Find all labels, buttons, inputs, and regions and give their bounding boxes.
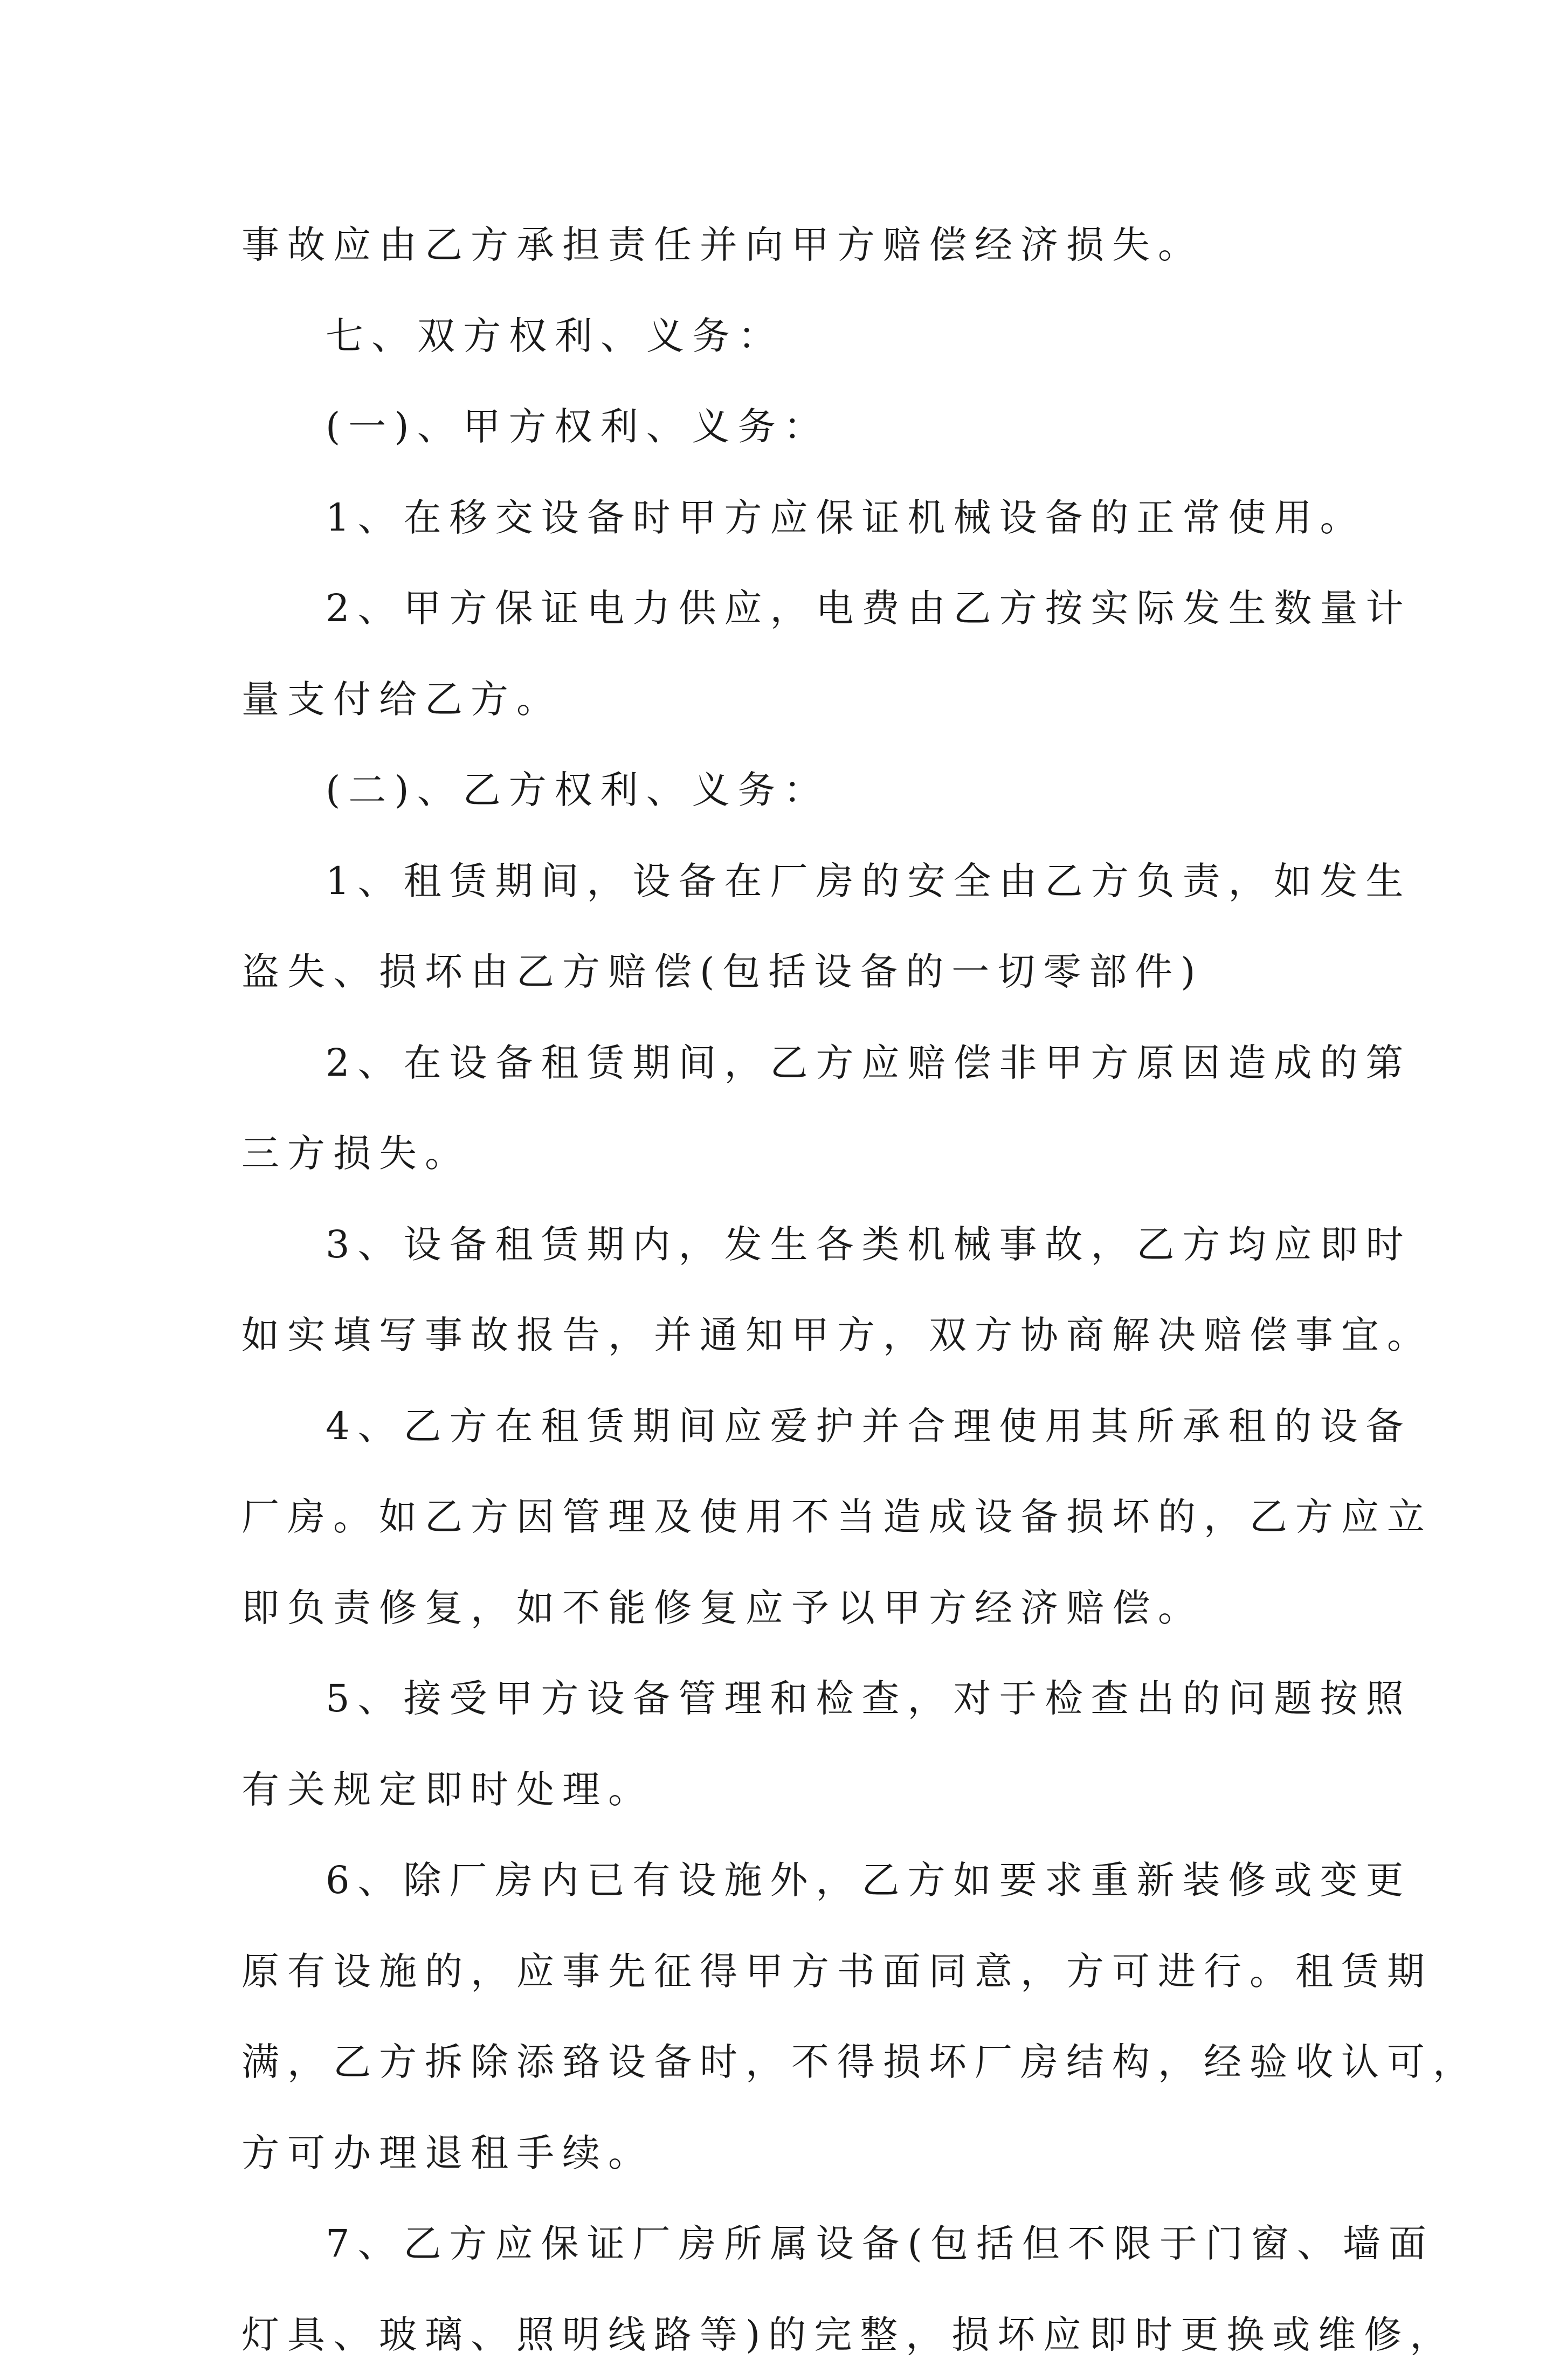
text-line: 盗失、损坏由乙方赔偿(包括设备的一切零部件) — [241, 926, 1330, 1017]
text-line: (二)、乙方权利、义务： — [241, 745, 1330, 836]
text-line: 如实填写事故报告，并通知甲方，双方协商解决赔偿事宜。 — [241, 1290, 1330, 1381]
text-line: 满，乙方拆除添臵设备时，不得损坏厂房结构，经验收认可， — [241, 2017, 1330, 2108]
text-line: 即负责修复，如不能修复应予以甲方经济赔偿。 — [241, 1563, 1330, 1654]
text-line: 七、双方权利、义务： — [241, 291, 1330, 382]
text-line: 三方损失。 — [241, 1108, 1330, 1199]
text-line: 原有设施的，应事先征得甲方书面同意，方可进行。租赁期 — [241, 1926, 1330, 2017]
text-line: 1、在移交设备时甲方应保证机械设备的正常使用。 — [241, 472, 1330, 563]
text-line: 事故应由乙方承担责任并向甲方赔偿经济损失。 — [241, 200, 1330, 291]
text-line: 2、在设备租赁期间，乙方应赔偿非甲方原因造成的第 — [241, 1017, 1330, 1109]
text-line: (一)、甲方权利、义务： — [241, 381, 1330, 472]
text-line: 7、乙方应保证厂房所属设备(包括但不限于门窗、墙面 — [241, 2198, 1330, 2289]
text-line: 灯具、玻璃、照明线路等)的完整，损坏应即时更换或维修， — [241, 2289, 1330, 2380]
document-body — [241, 200, 1330, 2380]
text-line: 1、租赁期间，设备在厂房的安全由乙方负责，如发生 — [241, 836, 1330, 927]
text-line: 3、设备租赁期内，发生各类机械事故，乙方均应即时 — [241, 1199, 1330, 1290]
text-line: 量支付给乙方。 — [241, 654, 1330, 745]
text-line: 5、接受甲方设备管理和检查，对于检查出的问题按照 — [241, 1653, 1330, 1744]
text-line: 有关规定即时处理。 — [241, 1744, 1330, 1835]
text-line: 厂房。如乙方因管理及使用不当造成设备损坏的，乙方应立 — [241, 1471, 1330, 1563]
text-line: 方可办理退租手续。 — [241, 2108, 1330, 2199]
text-line: 4、乙方在租赁期间应爱护并合理使用其所承租的设备 — [241, 1381, 1330, 1472]
text-line: 6、除厂房内已有设施外，乙方如要求重新装修或变更 — [241, 1835, 1330, 1926]
text-line: 2、甲方保证电力供应，电费由乙方按实际发生数量计 — [241, 563, 1330, 654]
